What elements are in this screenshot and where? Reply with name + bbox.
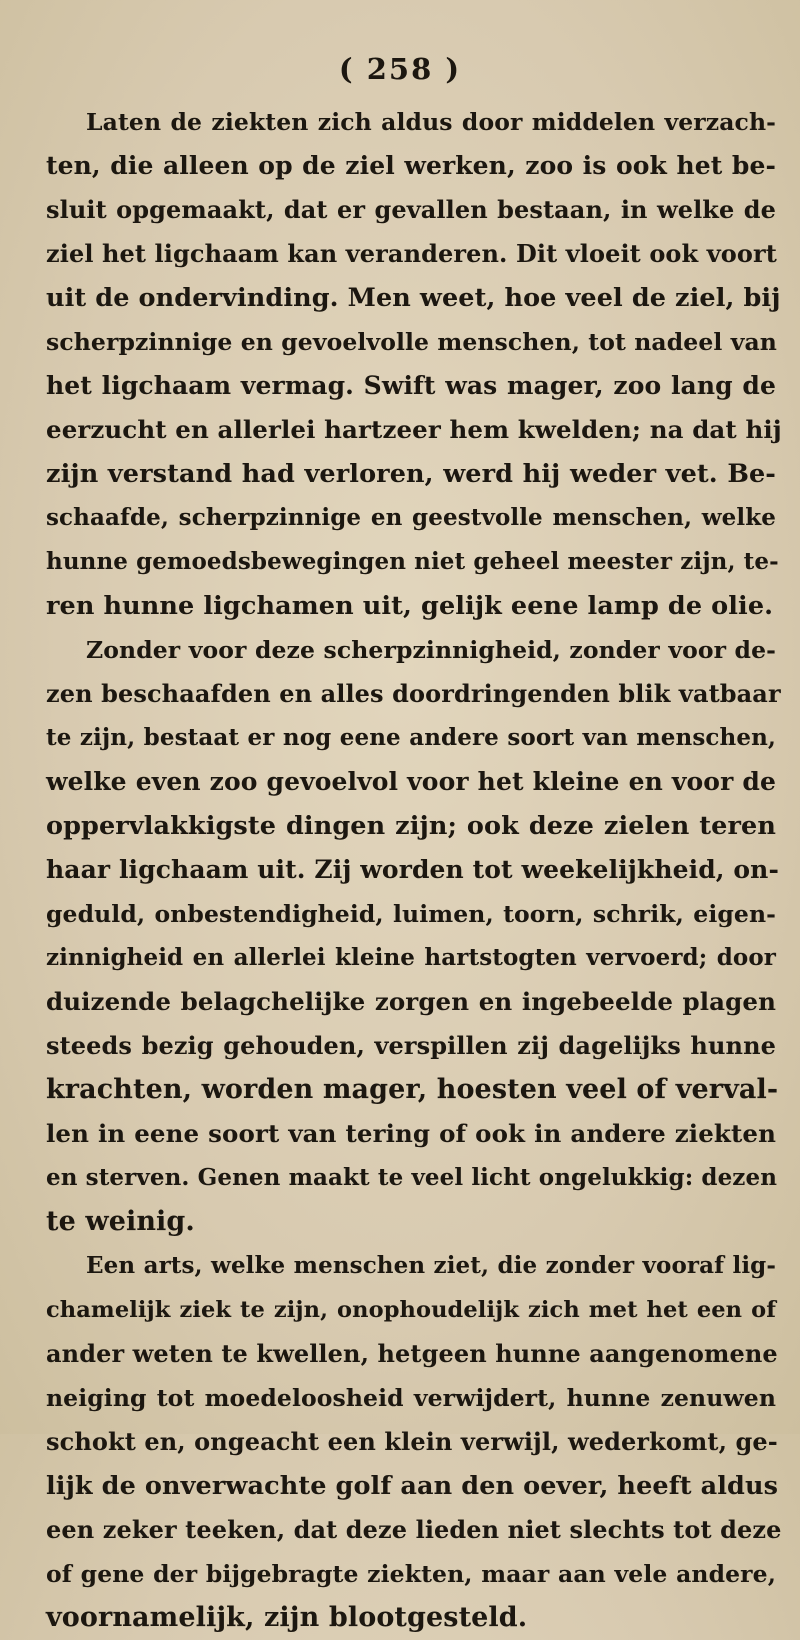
text-line: zinnigheid en allerlei kleine hartstogten vervoerd; door bbox=[46, 944, 776, 971]
text-line: ten, die alleen op de ziel werken, zoo is ook het be- bbox=[46, 151, 776, 180]
text-line: voornamelijk, zijn blootgesteld. bbox=[46, 1602, 528, 1633]
text-line: Zonder voor deze scherpzinnigheid, zonder voor de- bbox=[86, 636, 776, 664]
text-line: duizende belagchelijke zorgen en ingebeelde plagen bbox=[46, 987, 776, 1016]
text-line: te zijn, bestaat er nog eene andere soort van menschen, bbox=[46, 724, 776, 751]
text-line: scherpzinnige en gevoelvolle menschen, tot nadeel van bbox=[46, 328, 777, 356]
text-line: ander weten te kwellen, hetgeen hunne aangenomene bbox=[46, 1339, 778, 1368]
page-number: ( 258 ) bbox=[338, 52, 462, 86]
text-line: oppervlakkigste dingen zijn; ook deze zielen teren bbox=[46, 811, 776, 841]
text-line: neiging tot moedeloosheid verwijdert, hunne zenuwen bbox=[46, 1384, 776, 1412]
text-line: Een arts, welke menschen ziet, die zonder vooraf lig- bbox=[86, 1252, 776, 1279]
text-line: ren hunne ligchamen uit, gelijk eene lamp de olie. bbox=[46, 591, 774, 621]
text-line: len in eene soort van tering of ook in andere ziekten bbox=[46, 1119, 776, 1148]
text-line: hunne gemoedsbewegingen niet geheel meester zijn, te- bbox=[46, 548, 779, 575]
paragraph-2 bbox=[46, 628, 781, 1244]
text-line: een zeker teeken, dat deze lieden niet slechts tot deze bbox=[46, 1515, 782, 1544]
text-line: welke even zoo gevoelvol voor het kleine en voor de bbox=[46, 767, 776, 796]
text-line: en sterven. Genen maakt te veel licht ongelukkig: dezen bbox=[46, 1164, 778, 1191]
text-line: chamelijk ziek te zijn, onophoudelijk zich met het een of bbox=[46, 1297, 776, 1323]
text-line: ziel het ligchaam kan veranderen. Dit vloeit ook voort bbox=[46, 239, 777, 268]
text-line: eerzucht en allerlei hartzeer hem kwelden; na dat hij bbox=[46, 415, 782, 444]
text-line: schokt en, ongeacht een klein verwijl, wederkomt, ge- bbox=[46, 1427, 778, 1456]
text-line: zen beschaafden en alles doordringenden blik vatbaar bbox=[46, 679, 781, 708]
text-line: steeds bezig gehouden, verspillen zij dagelijks hunne bbox=[46, 1031, 776, 1060]
text-line: schaafde, scherpzinnige en geestvolle menschen, welke bbox=[46, 504, 776, 531]
text-line: uit de ondervinding. Men weet, hoe veel de ziel, bij bbox=[46, 283, 781, 313]
text-line: lijk de onverwachte golf aan den oever, heeft aldus bbox=[46, 1471, 779, 1501]
text-line: geduld, onbestendigheid, luimen, toorn, schrik, eigen- bbox=[46, 900, 776, 928]
text-line: het ligchaam vermag. Swift was mager, zoo lang de bbox=[46, 371, 776, 400]
text-line: te weinig. bbox=[46, 1206, 195, 1237]
text-line: Laten de ziekten zich aldus door middelen verzach- bbox=[86, 108, 776, 136]
text-line: haar ligchaam uit. Zij worden tot weekelijkheid, on- bbox=[46, 855, 779, 884]
text-line: krachten, worden mager, hoesten veel of verval- bbox=[46, 1074, 779, 1105]
paragraph-3 bbox=[46, 1244, 782, 1640]
body-text bbox=[46, 100, 782, 1640]
text-line: sluit opgemaakt, dat er gevallen bestaan, in welke de bbox=[46, 195, 776, 224]
text-line: of gene der bijgebragte ziekten, maar aan vele andere, bbox=[46, 1560, 776, 1588]
paragraph-1 bbox=[46, 100, 782, 628]
text-line: zijn verstand had verloren, werd hij weder vet. Be- bbox=[46, 459, 776, 489]
